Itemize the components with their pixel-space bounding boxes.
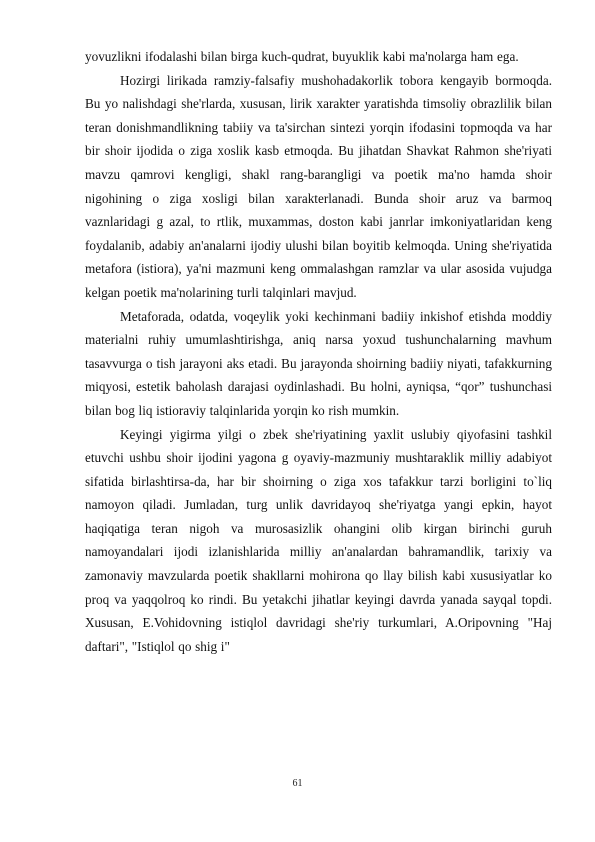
paragraph-symbolic-lyrics: Hozirgi lirikada ramziy-falsafiy mushohadakorlik tobora kengayib bormoqda. Bu yo nalishdagi she'rlarda, xususan, lirik xarakter yaratishda timsoliy obrazlilik bilan teran donishmandlikning tabiiy va ta'sirchan sintezi yorqin ifodasini topmoqda va har bir shoir ijodida o ziga xoslik kasb etmoqda. Bu jihatdan Shavkat Rahmon she'riyati mavzu qamrovi kengligi, shakl rang-barangligi va poetik ma'no hamda shoir nigohining o ziga xosligi bilan xarakterlanadi. Bunda shoir aruz va barmoq vaznlaridagi g azal, to rtlik, muxammas, doston kabi janrlar imkoniyatlaridan keng foydalanib, adabiy an'analarni ijodiy ulushi bilan boyitib kelmoqda. Uning she'riyatida metafora (istiora), ya'ni mazmuni keng ommalashgan ramzlar va ular asosida vujudga kelgan poetik ma'nolarining turli talqinlari mavjud. — [85, 72, 552, 300]
paragraph-metaphor: Metaforada, odatda, voqeylik yoki kechinmani badiiy inkishof etishda moddiy materialni ruhiy umumlashtirishga, aniq narsa yoxud tushunchalarning mavhum tasavvurga o tish jarayoni aks etadi. Bu jarayonda shoirning badiiy niyati, tafakkurning miqyosi, estetik baholash darajasi oydinlashadi. Bu holni, ayniqsa, “qor” tushunchasi bilan bog liq istioraviy talqinlarida yorqin ko rish mumkin. — [85, 308, 552, 418]
paragraph-recent-poetry: Keyingi yigirma yilgi o zbek she'riyatining yaxlit uslubiy qiyofasini tashkil etuvchi ushbu shoir ijodini yagona g oyaviy-mazmuniy mushtaraklik milliy adabiyot sifatida birlashtirsa-da, har bir shoirning o ziga xos tafakkur tarzi borligini to`liq namoyon qiladi. Jumladan, turg unlik davridayoq she'riyatga yangi epkin, hayot haqiqatiga teran nigoh va murosasizlik ohangini olib kirgan birinchi guruh namoyandalari ijodi izlanishlarida milliy an'analardan bahramandlik, tarixiy va zamonaviy mavzularda poetik shakllarni mohirona qo llay bilish kabi xususiyatlar ko proq va yaqqolroq ko rindi. Bu yetakchi jihatlar keyingi davrda yanada sayqal topdi. Xususan, E.Vohidovning istiqlol davridagi she'riy turkumlari, A.Oripovning "Haj daftari", "Istiqlol qo shig i" — [85, 426, 552, 654]
document-page — [85, 45, 552, 658]
paragraph-continuation: yovuzlikni ifodalashi bilan birga kuch-qudrat, buyuklik kabi ma'nolarga ham ega. — [85, 49, 519, 64]
page-number: 61 — [292, 778, 303, 789]
